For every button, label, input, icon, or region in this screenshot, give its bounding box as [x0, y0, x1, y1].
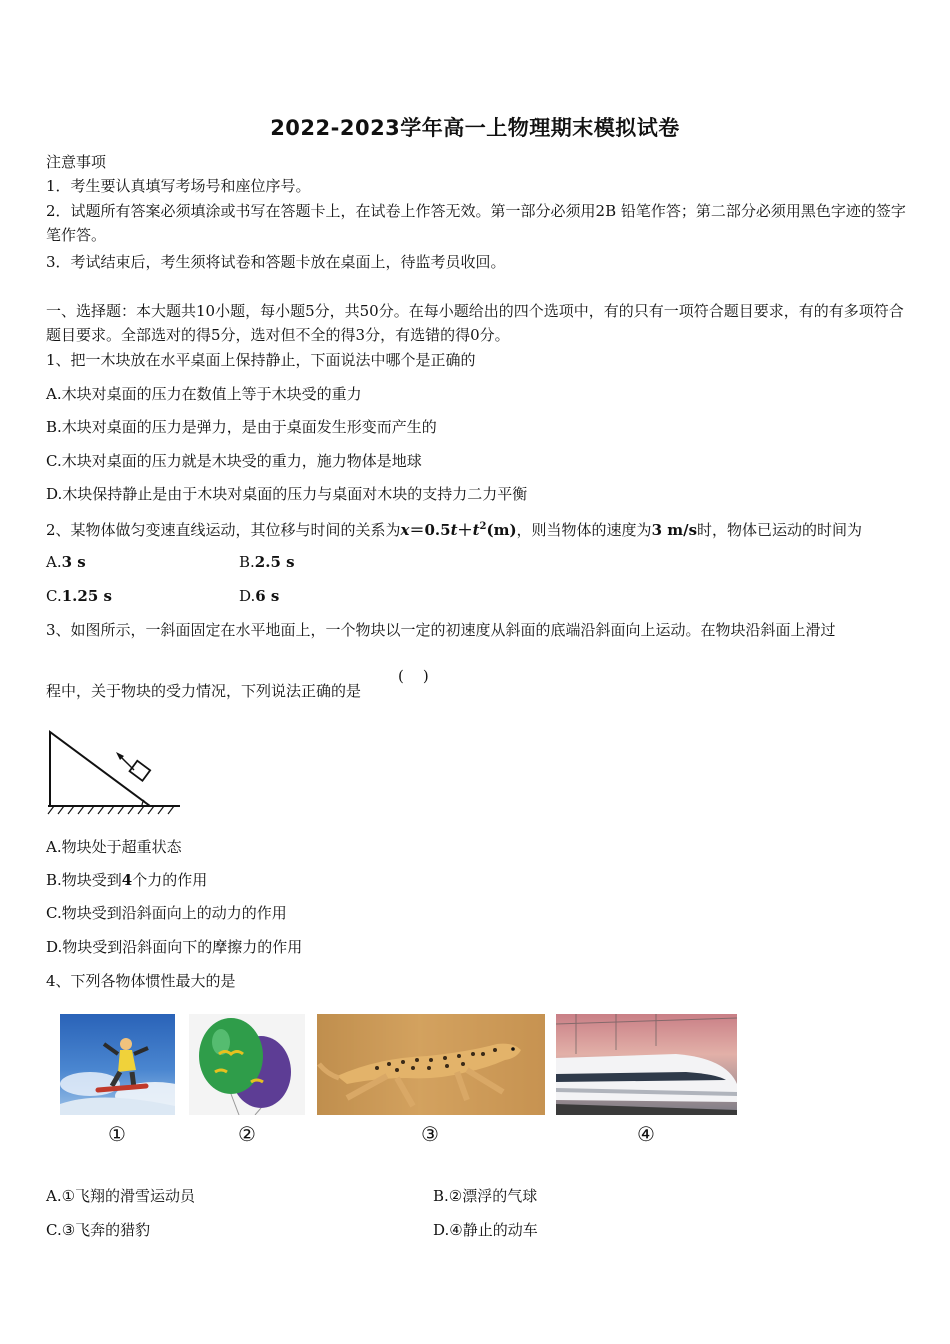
q4-option-c: C.③飞奔的猎豹 — [46, 1221, 151, 1239]
q2-option-c-value: 1.25 s — [61, 587, 112, 605]
q1-option-c: C.木块对桌面的压力就是木块受的重力，施力物体是地球 — [46, 452, 422, 470]
q2-stem-pre: 2、某物体做匀变速直线运动，其位移与时间的关系为 — [46, 521, 401, 539]
q3-stem-line1: 3、如图所示，一斜面固定在水平地面上，一个物块以一定的初速度从斜面的底端沿斜面向上运动。在物块沿斜面上滑过 — [46, 621, 836, 639]
q2-option-b — [239, 552, 295, 572]
q3-option-a: A.物块处于超重状态 — [46, 838, 182, 856]
photo-caption-1: ① — [108, 1122, 126, 1146]
q2-formula — [401, 521, 517, 539]
q2-option-d-label: D. — [239, 587, 256, 605]
notice-item-2: 2．试题所有答案必须填涂或书写在答题卡上，在试卷上作答无效。第一部分必须用2B 铅笔作答；第二部分必须用黑色字迹的签字笔作答。 — [46, 202, 906, 244]
q2-stem-post: ，则当物体的速度为 — [516, 521, 652, 539]
q4-option-d: D.④静止的动车 — [433, 1221, 538, 1239]
cheetah-image — [317, 1014, 545, 1115]
notice-item-1: 1．考生要认真填写考场号和座位序号。 — [46, 177, 311, 195]
q2-option-a-label: A. — [46, 553, 62, 571]
q3-option-b-number: 4 — [121, 871, 133, 889]
snowboarder-image — [60, 1014, 175, 1115]
q3-stem-line2: 程中，关于物块的受力情况，下列说法正确的是 — [46, 682, 362, 700]
q2-formula-t: t — [450, 521, 458, 539]
q1-option-b: B.木块对桌面的压力是弹力，是由于桌面发生形变而产生的 — [46, 418, 437, 436]
q1-option-a: A.木块对桌面的压力在数值上等于木块受的重力 — [46, 385, 362, 403]
q3-option-b — [46, 870, 207, 890]
block-shape — [130, 761, 151, 781]
q2-formula-mid: ＝0.5 — [409, 521, 451, 539]
q2-option-a-value: 3 s — [61, 553, 86, 571]
q2-option-d — [239, 586, 279, 606]
q2-formula-plus: ＋ — [457, 521, 473, 539]
train-image — [556, 1014, 737, 1115]
q4-option-a: A.①飞翔的滑雪运动员 — [46, 1187, 196, 1205]
q2-option-c — [46, 586, 112, 606]
q3-option-c: C.物块受到沿斜面向上的动力的作用 — [46, 904, 287, 922]
notice-heading: 注意事项 — [46, 153, 107, 171]
q1-option-d: D.木块保持静止是由于木块对桌面的压力与桌面对木块的支持力二力平衡 — [46, 485, 528, 503]
photo-caption-4: ④ — [637, 1122, 655, 1146]
q3-answer-paren: ( ) — [398, 667, 429, 685]
balloons-image — [189, 1014, 305, 1115]
page-title: 2022-2023学年高一上物理期末模拟试卷 — [270, 116, 680, 140]
photo-caption-2: ② — [238, 1122, 256, 1146]
q2-option-c-label: C. — [46, 587, 62, 605]
q4-option-b: B.②漂浮的气球 — [433, 1187, 538, 1205]
q2-stem-end: 时，物体已运动的时间为 — [697, 521, 863, 539]
q1-stem: 1、把一木块放在水平桌面上保持静止，下面说法中哪个是正确的 — [46, 351, 476, 369]
q2-option-b-value: 2.5 s — [254, 553, 295, 571]
q2-formula-t2: t — [472, 521, 480, 539]
notice-item-3: 3．考试结束后，考生须将试卷和答题卡放在桌面上，待监考员收回。 — [46, 253, 506, 271]
q2-option-d-value: 6 s — [255, 587, 280, 605]
q2-formula-unit: (m) — [486, 521, 517, 539]
q2-speed: 3 m/s — [651, 521, 698, 539]
q2-option-a — [46, 552, 86, 572]
section-instructions: 一、选择题：本大题共10小题，每小题5分，共50分。在每小题给出的四个选项中，有的只有一项符合题目要求，有的有多项符合题目要求。全部选对的得5分，选对但不全的得3分，有选错的得0分。 — [46, 302, 904, 344]
q2-stem — [46, 517, 862, 540]
q2-formula-x: x — [400, 521, 410, 539]
q3-option-b-pre: B.物块受到 — [46, 871, 122, 889]
q3-option-d: D.物块受到沿斜面向下的摩擦力的作用 — [46, 938, 303, 956]
q2-formula-exp: 2 — [479, 521, 487, 532]
q3-option-b-post: 个力的作用 — [132, 871, 208, 889]
q2-option-b-label: B. — [239, 553, 255, 571]
photo-caption-3: ③ — [421, 1122, 439, 1146]
incline-diagram — [44, 726, 184, 818]
q4-stem: 4、下列各物体惯性最大的是 — [46, 972, 236, 990]
